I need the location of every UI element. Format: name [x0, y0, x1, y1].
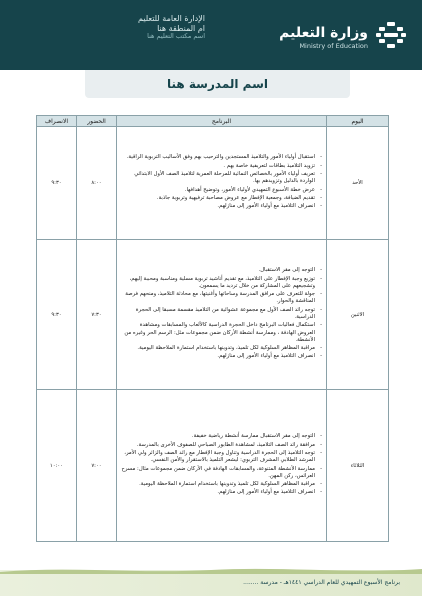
- page-footer: [0, 570, 422, 596]
- school-title-bar: [85, 70, 350, 98]
- admin-block: [70, 14, 205, 41]
- footer-text: برنامج الأسبوع التمهيدي للعام الدراسي ١٤٤١هـ - مدرسة ........: [243, 579, 400, 586]
- table-row: [37, 240, 389, 390]
- table-row: [37, 127, 389, 240]
- table-header-row: [37, 116, 389, 127]
- list-item: - استكمال فعاليات البرنامج داخل الحجرة الدراسية كالألعاب والمسابقات ومشاهدة العروض الهادفة ، وممارسة أنشطة الأركان ضمن مجموعات مثل: الرسم الحر وغيره من الأنشطة.: [121, 322, 322, 344]
- list-item: - التوجه إلى مقر الاستقبال.: [121, 267, 322, 274]
- list-item: - توجه رائد الصف الأول مع مجموعة عشوائية من التلاميذ مقسمة مسبقا إلى الحجرة الدراسية.: [121, 307, 322, 321]
- ministry-logo-icon: [374, 20, 408, 54]
- departure-cell: ١٠:٠٠: [37, 390, 77, 542]
- page-header: [0, 0, 422, 70]
- attendance-cell: ٧:٠٠: [77, 390, 117, 542]
- header-attendance: الحضور: [77, 116, 117, 127]
- header-departure: الانصراف: [37, 116, 77, 127]
- day-cell: الأحد: [327, 127, 389, 240]
- school-title: اسم المدرسة هنا: [167, 77, 268, 91]
- list-item: - التوجه إلى مقر الاستقبال ممارسة أنشطة رياضية خفيفة.: [121, 433, 322, 440]
- list-item: - تزويد التلاميذ بطاقات لتعريفية خاصة بهم .: [121, 163, 322, 170]
- list-item: - ممارسة الأنشطة المتنوعة، والمسابقات الهادفة في الأركان ضمن مجموعات مثال: مسرح العرائس، ركن المهن.: [121, 466, 322, 480]
- attendance-cell: ٨:٠٠: [77, 127, 117, 240]
- list-item: - مراقبة المظاهر السلوكية لكل تلميذ وتدوينها باستخدام استمارة الملاحظة اليومية.: [121, 481, 322, 488]
- program-cell: [117, 240, 327, 390]
- list-item: - تعريف أولياء الأمور بالخصائص النمائية للمرحلة العمرية لتلاميذ الصف الأول الابتدائي الواردة بالدليل وتزويدهم بها.: [121, 171, 322, 185]
- schedule-table: [36, 115, 389, 542]
- program-cell: [117, 390, 327, 542]
- list-item: - تقديم الضيافة، وجمعية الإفطار مع عروض مصاحبة ترفيهية وتربوية جاذبة.: [121, 195, 322, 202]
- list-item: - توزيع وجبة الإفطار على التلاميذ، مع تقديم أناشيد تربوية مسلية ومناسبة ومحببة إليهم، وتشجيعهم على المشاركة من خلال ترديد ما يسمعون.: [121, 276, 322, 290]
- day-cell: الثلاثاء: [327, 390, 389, 542]
- list-item: - انصراف التلاميذ مع أولياء الأمور إلى منازلهم.: [121, 203, 322, 210]
- header-program: البرنامج: [117, 116, 327, 127]
- list-item: - توجه التلاميذ إلى الحجرة الدراسية وتناول وجبة الإفطار مع رائد الصف والزائر ولي الأمر، المرشد الطلابي المشرف التربوي: ليشعر التلميذ بالاستقرار والأمن النفسي.: [121, 450, 322, 464]
- list-item: - مراقبة المظاهر السلوكية لكل تلميذ، وتدوينها باستخدام استمارة الملاحظة اليومية.: [121, 345, 322, 352]
- admin-line-2: ام المنطقة هنا: [157, 23, 205, 33]
- attendance-cell: ٧:٣٠: [77, 240, 117, 390]
- list-item: - جولة للتعرف على مرافق المدرسة وساحاتها وأغنيتها، مع محادثة التلاميذ، ومنحهم فرصة المناقشة والحوار.: [121, 291, 322, 305]
- list-item: - استقبال أولياء الأمور والتلاميذ المستجدين والترحيب بهم وفق الأساليب التربوية الراقية.: [121, 154, 322, 161]
- ministry-logo: [258, 14, 408, 60]
- footer-wave-decoration: [0, 566, 422, 574]
- admin-line-1: الإدارة العامة للتعليم: [138, 14, 205, 23]
- ministry-name-ar: وزارة التعليم: [279, 24, 368, 41]
- list-item: - عرض خطة الأسبوع التمهيدي لأولياء الأمور، وتوضيح أهدافها.: [121, 187, 322, 194]
- day-cell: الاثنين: [327, 240, 389, 390]
- ministry-name-en: Ministry of Education: [299, 41, 368, 50]
- departure-cell: ٩:٣٠: [37, 127, 77, 240]
- list-item: - مرافقة رائد الصف التلاميذ، لمشاهدة الطابور الصباحي للصفوف الأخرى بالمدرسة.: [121, 442, 322, 449]
- table-row: [37, 390, 389, 542]
- list-item: - انصراف التلاميذ مع أولياء الأمور إلى منازلهم.: [121, 489, 322, 496]
- admin-line-3: اسم مكتب التعليم هنا: [147, 32, 205, 41]
- header-day: اليوم: [327, 116, 389, 127]
- list-item: - انصراف التلاميذ مع أولياء الأمور إلى منازلهم.: [121, 353, 322, 360]
- departure-cell: ٩:٣٠: [37, 240, 77, 390]
- program-cell: [117, 127, 327, 240]
